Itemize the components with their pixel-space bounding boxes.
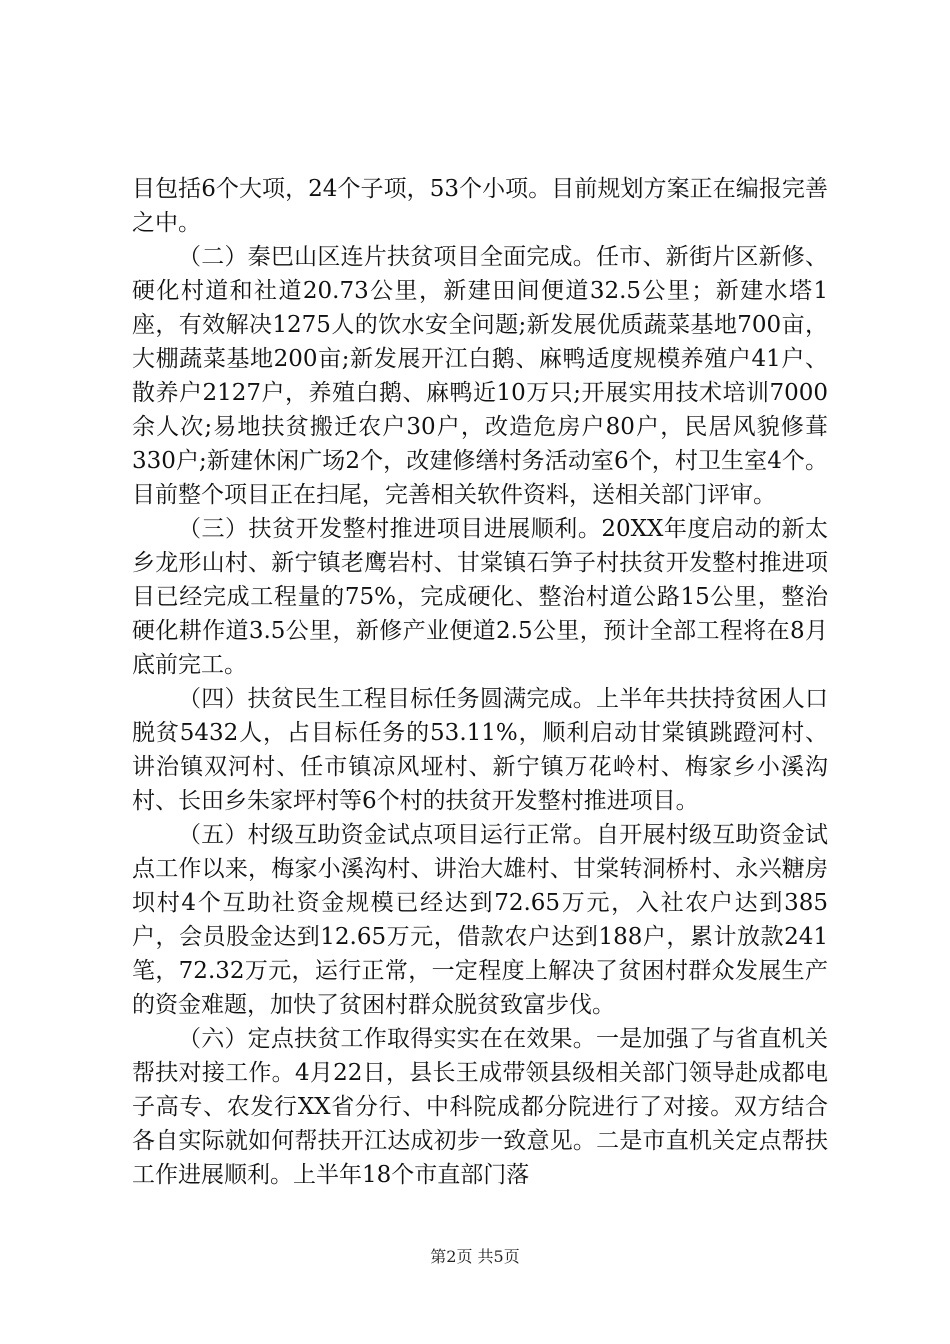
paragraph-4: （四）扶贫民生工程目标任务圆满完成。上半年共扶持贫困人口脱贫5432人，占目标任务的53.11%，顺利启动甘棠镇跳蹬河村、讲治镇双河村、任市镇凉风垭村、新宁镇万花岭村、梅家乡小溪沟村、长田乡朱家坪村等6个村的扶贫开发整村推进项目。 [132,686,828,814]
page-footer: 第2页 共5页 [430,1247,520,1266]
document-body [132,172,828,1192]
paragraph-5: （五）村级互助资金试点项目运行正常。自开展村级互助资金试点工作以来，梅家小溪沟村、讲治大雄村、甘棠转洞桥村、永兴糖房坝村4个互助社资金规模已经达到72.65万元，入社农户达到385户，会员股金达到12.65万元，借款农户达到188户，累计放款241笔，72.32万元，运行正常，一定程度上解决了贫困村群众发展生产的资金难题，加快了贫困村群众脱贫致富步伐。 [132,822,828,1018]
paragraph-1: 目包括6个大项，24个子项，53个小项。目前规划方案正在编报完善之中。 [132,176,828,236]
paragraph-6: （六）定点扶贫工作取得实实在在效果。一是加强了与省直机关帮扶对接工作。4月22日，县长王成带领县级相关部门领导赴成都电子高专、农发行XX省分行、中科院成都分院进行了对接。双方结合各自实际就如何帮扶开江达成初步一致意见。二是市直机关定点帮扶工作进展顺利。上半年18个市直部门落 [132,1026,828,1188]
paragraph-2: （二）秦巴山区连片扶贫项目全面完成。任市、新街片区新修、硬化村道和社道20.73公里，新建田间便道32.5公里；新建水塔1座，有效解决1275人的饮水安全问题;新发展优质蔬菜基地700亩，大棚蔬菜基地200亩;新发展开江白鹅、麻鸭适度规模养殖户41户、散养户2127户，养殖白鹅、麻鸭近10万只;开展实用技术培训7000余人次;易地扶贫搬迁农户30户，改造危房户80户，民居风貌修葺330户;新建休闲广场2个，改建修缮村务活动室6个，村卫生室4个。目前整个项目正在扫尾，完善相关软件资料，送相关部门评审。 [132,244,828,508]
paragraph-3: （三）扶贫开发整村推进项目进展顺利。20XX年度启动的新太乡龙形山村、新宁镇老鹰岩村、甘棠镇石笋子村扶贫开发整村推进项目已经完成工程量的75%，完成硬化、整治村道公路15公里，整治硬化耕作道3.5公里，新修产业便道2.5公里，预计全部工程将在8月底前完工。 [132,516,828,678]
